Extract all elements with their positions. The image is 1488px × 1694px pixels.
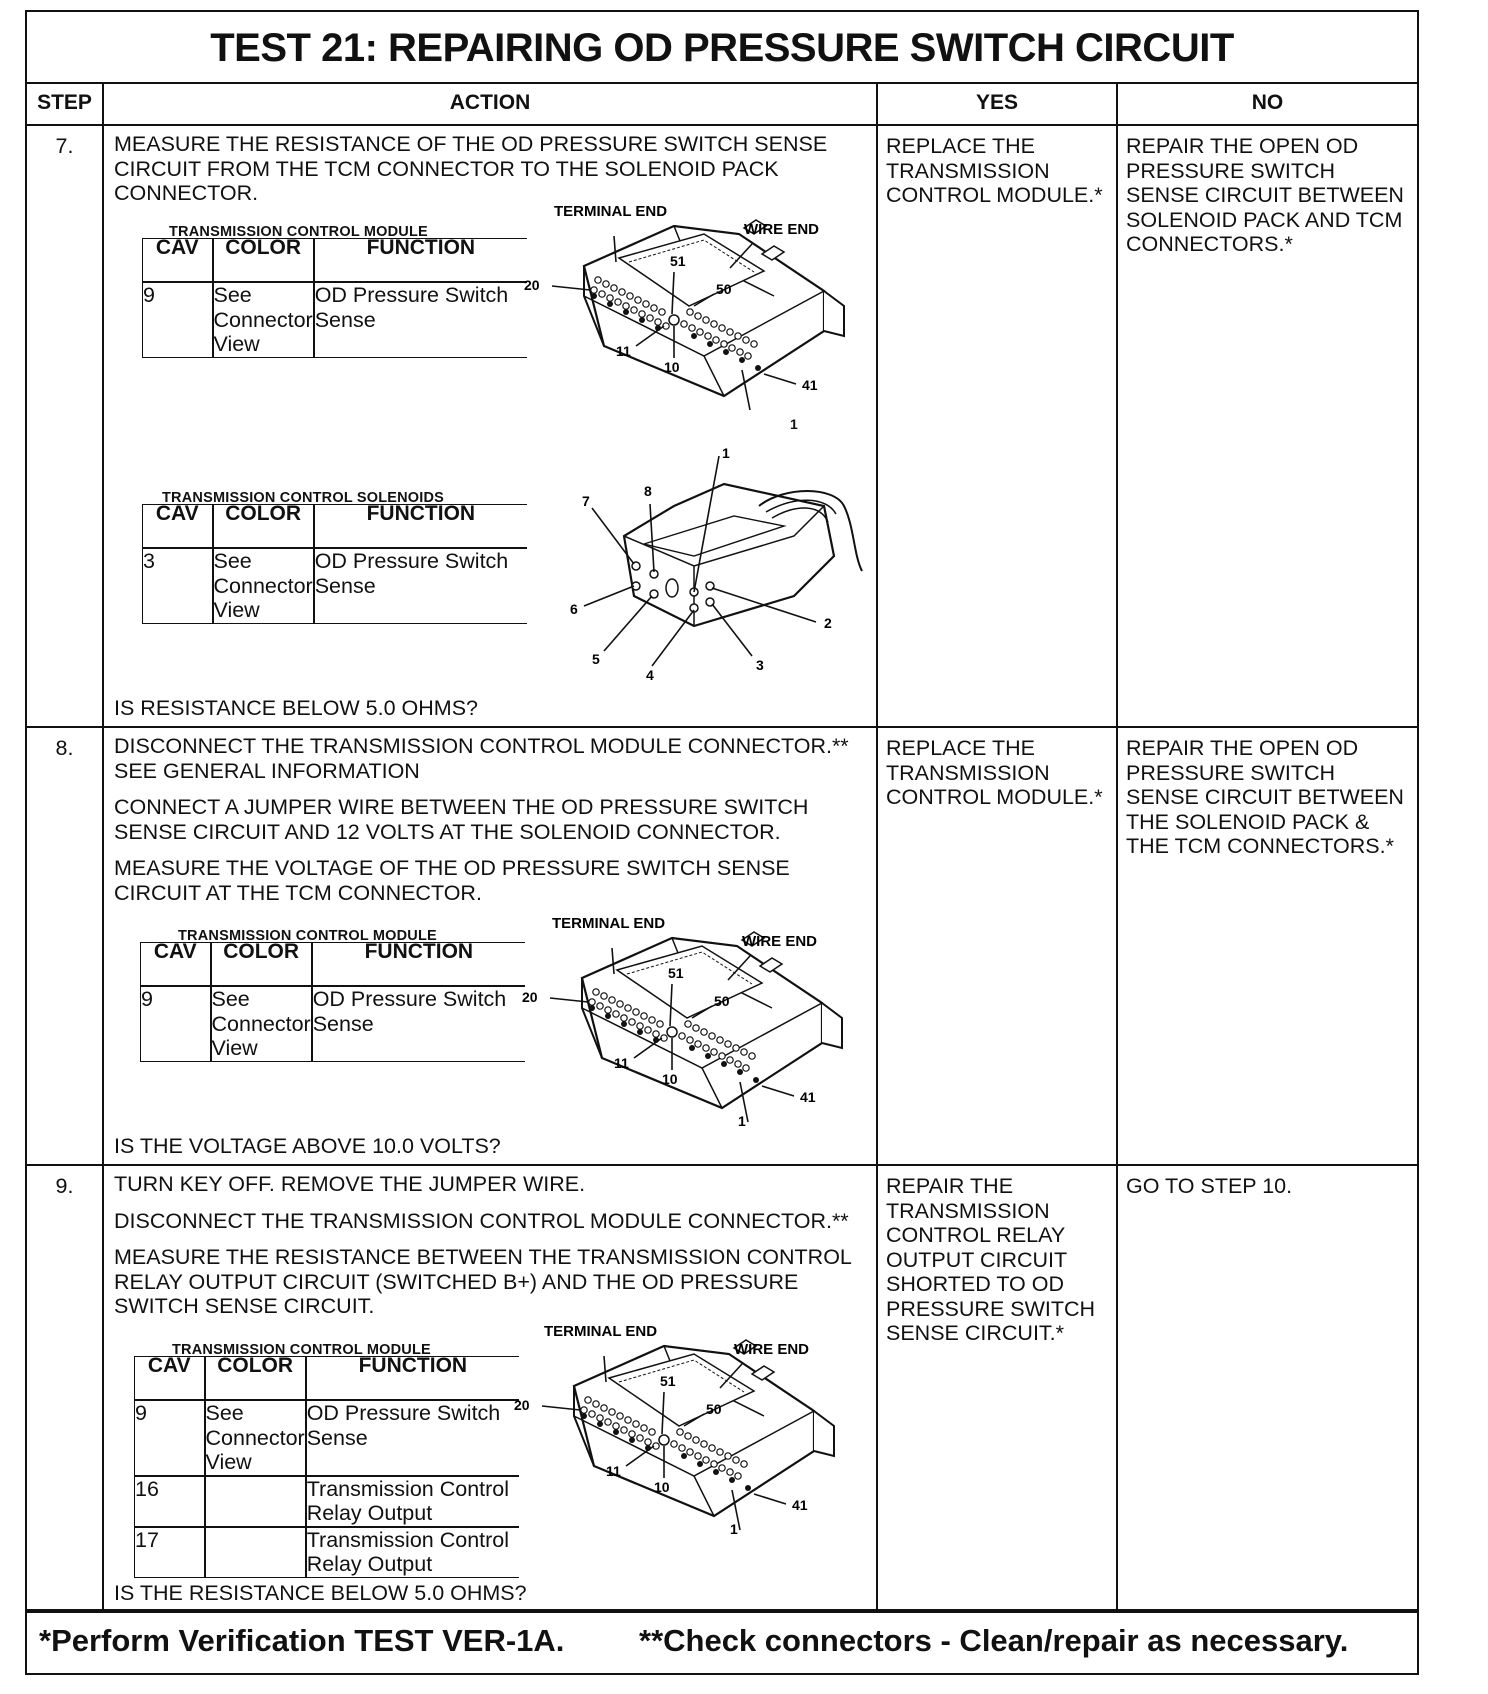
cell-color: See Connector View xyxy=(213,283,313,356)
action-text: MEASURE THE RESISTANCE BETWEEN THE TRANSMISSION CONTROL RELAY OUTPUT CIRCUIT (SWITCHED B+) AND THE OD PRESSURE SWITCH SENSE CIRCUIT. xyxy=(114,1245,852,1318)
pin-label: 51 xyxy=(668,965,684,981)
pin-label: 20 xyxy=(524,277,540,293)
pin-label: 41 xyxy=(802,377,818,393)
pin-label: 51 xyxy=(660,1373,676,1389)
col-cav: CAV xyxy=(141,943,211,987)
test-sheet xyxy=(25,10,1419,1675)
col-function: FUNCTION xyxy=(312,943,525,987)
cell-cav: 17 xyxy=(135,1527,205,1578)
footer-notes xyxy=(27,1609,1417,1673)
pin-label: 41 xyxy=(792,1497,808,1513)
pin-label: 11 xyxy=(606,1463,621,1479)
col-function: FUNCTION xyxy=(306,1357,519,1401)
action-text: DISCONNECT THE TRANSMISSION CONTROL MODULE CONNECTOR.** SEE GENERAL INFORMATION xyxy=(114,734,849,783)
header-action: ACTION xyxy=(103,82,877,125)
col-function: FUNCTION xyxy=(314,505,527,549)
table-row xyxy=(27,125,1417,727)
col-cav: CAV xyxy=(143,505,213,549)
step-number: 7. xyxy=(27,125,103,727)
terminal-end-label: TERMINAL END xyxy=(554,203,668,220)
pin-label: 50 xyxy=(716,281,732,297)
pin-label: 1 xyxy=(738,1113,746,1128)
mini-table-caption: TRANSMISSION CONTROL MODULE xyxy=(169,224,428,240)
cell-color xyxy=(205,1527,306,1578)
col-color: COLOR xyxy=(213,505,314,549)
pin-label: 5 xyxy=(592,651,600,667)
pin-label: 1 xyxy=(730,1521,738,1536)
diagnostic-table xyxy=(27,82,1417,1613)
header-yes: YES xyxy=(877,82,1117,125)
pin-label: 4 xyxy=(646,667,654,683)
action-cell xyxy=(103,1165,877,1612)
wire-end-label: WIRE END xyxy=(742,933,817,950)
footer-verification-note: *Perform Verification TEST VER-1A. xyxy=(39,1623,565,1658)
action-text: TURN KEY OFF. REMOVE THE JUMPER WIRE. xyxy=(114,1172,586,1196)
cell-function: OD Pressure Switch Sense xyxy=(314,548,527,623)
col-function: FUNCTION xyxy=(314,239,527,283)
action-text: CONNECT A JUMPER WIRE BETWEEN THE OD PRESSURE SWITCH SENSE CIRCUIT AND 12 VOLTS AT THE SOLENOID CONNECTOR. xyxy=(114,795,809,844)
pin-label: 20 xyxy=(514,1397,530,1413)
pin-label: 8 xyxy=(644,483,652,499)
cell-cav: 16 xyxy=(135,1476,205,1527)
mini-table-caption: TRANSMISSION CONTROL MODULE xyxy=(172,1342,431,1358)
pin-label: 11 xyxy=(616,343,631,359)
col-cav: CAV xyxy=(135,1357,205,1401)
tcm-connector-diagram xyxy=(522,908,862,1128)
mini-table-caption: TRANSMISSION CONTROL MODULE xyxy=(178,928,437,944)
step-question: IS THE VOLTAGE ABOVE 10.0 VOLTS? xyxy=(114,1133,501,1158)
yes-cell: REPAIR THE TRANSMISSION CONTROL RELAY OUTPUT CIRCUIT SHORTED TO OD PRESSURE SWITCH SENSE CIRCUIT.* xyxy=(877,1165,1117,1612)
pin-label: 50 xyxy=(706,1401,722,1417)
wire-end-label: WIRE END xyxy=(734,1341,809,1358)
pin-label: 10 xyxy=(662,1071,678,1087)
cell-color: See Connector View xyxy=(213,549,313,622)
no-cell: GO TO STEP 10. xyxy=(1117,1165,1417,1612)
table-row xyxy=(27,1165,1417,1612)
mini-table xyxy=(134,1356,519,1578)
pin-label: 50 xyxy=(714,993,730,1009)
action-text: MEASURE THE VOLTAGE OF THE OD PRESSURE SWITCH SENSE CIRCUIT AT THE TCM CONNECTOR. xyxy=(114,856,790,905)
cell-cav: 9 xyxy=(143,282,213,357)
header-step: STEP xyxy=(27,82,103,125)
yes-cell: REPLACE THE TRANSMISSION CONTROL MODULE.* xyxy=(877,125,1117,727)
pin-label: 2 xyxy=(824,615,832,631)
page-title: TEST 21: REPAIRING OD PRESSURE SWITCH CIRCUIT xyxy=(27,12,1417,84)
pin-label: 6 xyxy=(570,601,578,617)
cell-function: OD Pressure Switch Sense xyxy=(306,1400,519,1476)
pin-label: 3 xyxy=(756,657,764,673)
footer-connector-note: **Check connectors - Clean/repair as necessary. xyxy=(639,1623,1349,1658)
pin-label: 20 xyxy=(522,989,538,1005)
table-row xyxy=(27,727,1417,1165)
tcm-connector-diagram xyxy=(524,196,864,416)
step-number: 8. xyxy=(27,727,103,1165)
terminal-end-label: TERMINAL END xyxy=(544,1323,658,1340)
table-header-row xyxy=(27,82,1417,125)
cell-cav: 9 xyxy=(135,1400,205,1476)
col-color: COLOR xyxy=(211,943,312,987)
cell-color xyxy=(205,1476,306,1527)
cell-function: Transmission Control Relay Output xyxy=(306,1476,519,1527)
pin-label: 51 xyxy=(670,253,686,269)
pin-label: 11 xyxy=(614,1055,629,1071)
yes-cell: REPLACE THE TRANSMISSION CONTROL MODULE.* xyxy=(877,727,1117,1165)
pin-label: 10 xyxy=(664,359,680,375)
solenoid-connector-diagram xyxy=(544,446,884,686)
mini-table-caption: TRANSMISSION CONTROL SOLENOIDS xyxy=(162,490,445,506)
cell-color: See Connector View xyxy=(211,987,311,1060)
action-cell xyxy=(103,125,877,727)
pin-label: 1 xyxy=(790,416,798,432)
col-color: COLOR xyxy=(213,239,314,283)
step-question: IS RESISTANCE BELOW 5.0 OHMS? xyxy=(114,695,478,720)
mini-table xyxy=(142,504,527,624)
col-cav: CAV xyxy=(143,239,213,283)
pin-label: 1 xyxy=(722,446,730,461)
pin-label: 41 xyxy=(800,1089,816,1105)
cell-function: OD Pressure Switch Sense xyxy=(314,282,527,357)
cell-function: Transmission Control Relay Output xyxy=(306,1527,519,1578)
mini-table xyxy=(140,942,525,1062)
terminal-end-label: TERMINAL END xyxy=(552,915,666,932)
cell-color: See Connector View xyxy=(205,1401,305,1474)
mini-table xyxy=(142,238,527,358)
col-color: COLOR xyxy=(205,1357,306,1401)
no-cell: REPAIR THE OPEN OD PRESSURE SWITCH SENSE CIRCUIT BETWEEN THE SOLENOID PACK & THE TCM CONNECTORS.* xyxy=(1117,727,1417,1165)
cell-cav: 9 xyxy=(141,986,211,1061)
pin-label: 7 xyxy=(582,493,590,509)
tcm-connector-diagram xyxy=(514,1316,854,1536)
wire-end-label: WIRE END xyxy=(744,221,819,238)
no-cell: REPAIR THE OPEN OD PRESSURE SWITCH SENSE CIRCUIT BETWEEN SOLENOID PACK AND TCM CONNECTORS.* xyxy=(1117,125,1417,727)
action-text: DISCONNECT THE TRANSMISSION CONTROL MODULE CONNECTOR.** xyxy=(114,1208,849,1233)
action-text: MEASURE THE RESISTANCE OF THE OD PRESSURE SWITCH SENSE CIRCUIT FROM THE TCM CONNECTOR TO THE SOLENOID PACK CONNECTOR. xyxy=(114,132,828,205)
step-number: 9. xyxy=(27,1165,103,1612)
pin-label: 10 xyxy=(654,1479,670,1495)
action-cell xyxy=(103,727,877,1165)
cell-cav: 3 xyxy=(143,548,213,623)
step-question: IS THE RESISTANCE BELOW 5.0 OHMS? xyxy=(114,1580,527,1605)
cell-function: OD Pressure Switch Sense xyxy=(312,986,525,1061)
header-no: NO xyxy=(1117,82,1417,125)
